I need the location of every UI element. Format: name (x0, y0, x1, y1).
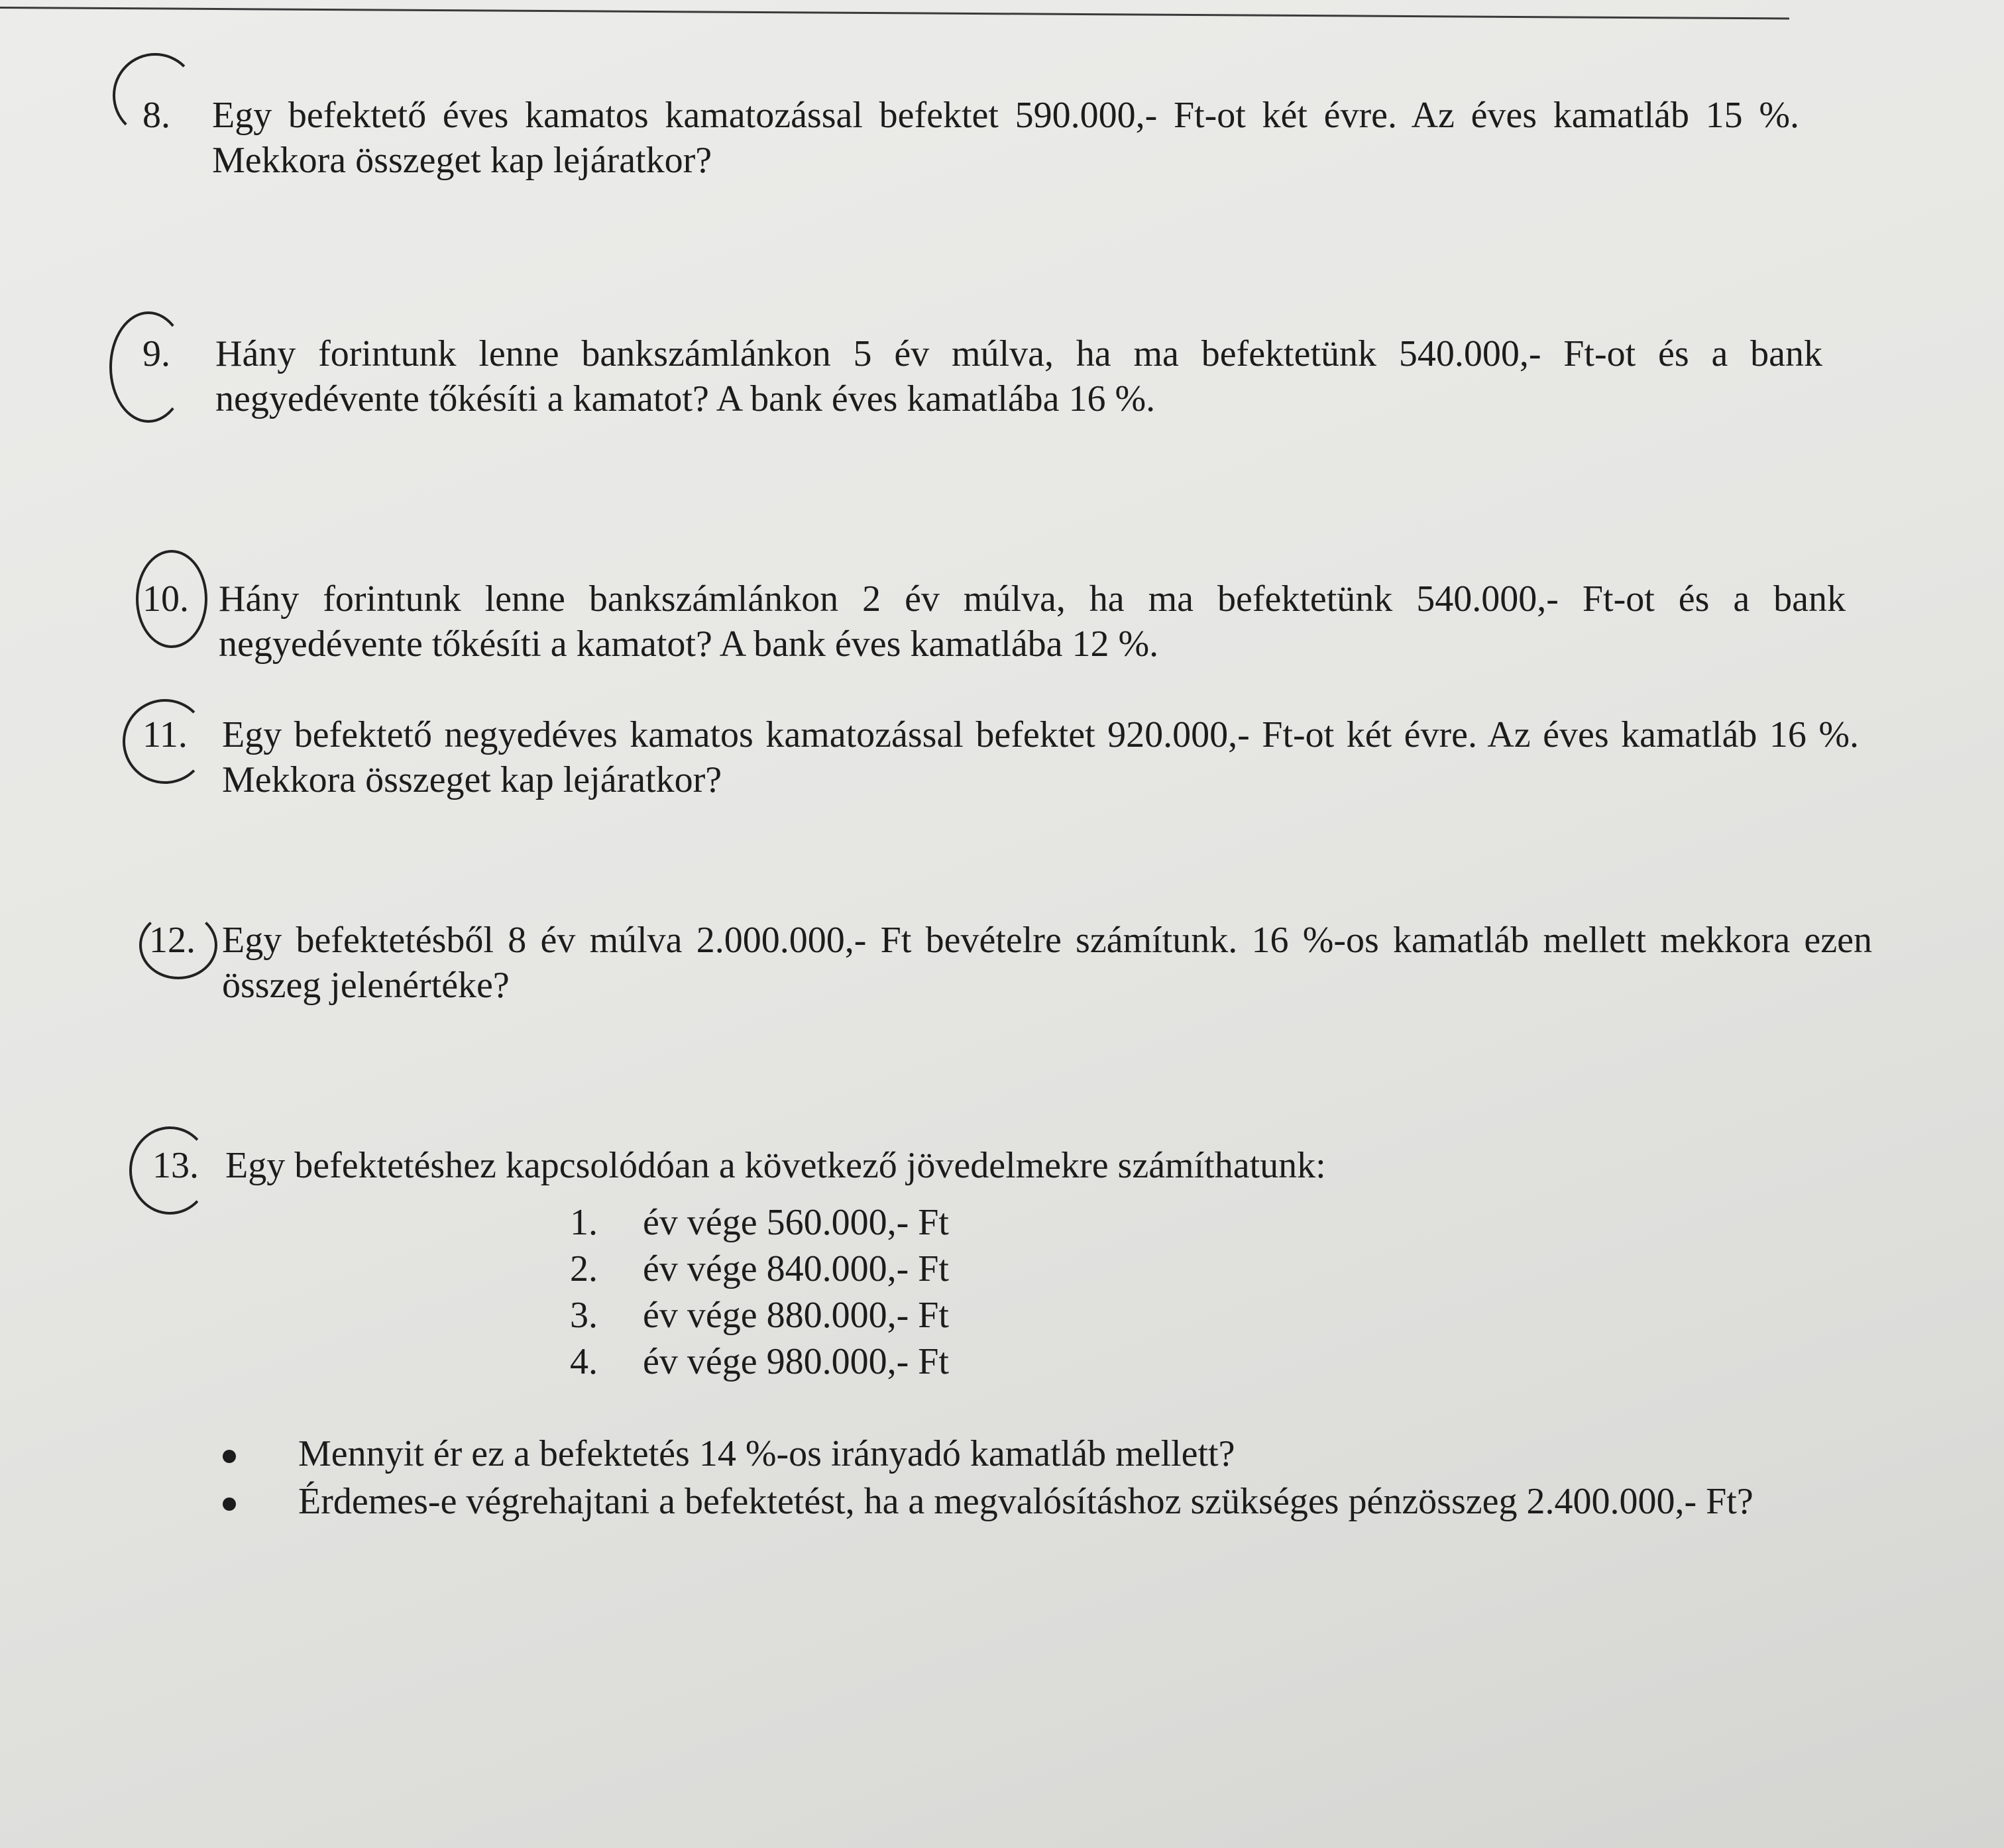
problem-number: 9. (142, 333, 170, 374)
list-item: 4. év vége 980.000,- Ft (570, 1341, 949, 1382)
problem-number: 11. (142, 714, 188, 755)
list-item: Érdemes-e végrehajtani a befektetést, ha a megvalósításhoz szükséges pénzösszeg 2.400.000,- Ft? (219, 1479, 1942, 1524)
list-item: 2. év vége 840.000,- Ft (570, 1248, 949, 1289)
problem-text: Hány forintunk lenne bankszámlánkon 5 év múlva, ha ma befektetünk 540.000,- Ft-ot és a bank negyedévente tőkésíti a kamatot? A bank éves kamatlába 16 %. (215, 333, 1822, 419)
problem-text: Egy befektetésből 8 év múlva 2.000.000,- Ft bevételre számítunk. 16 %-os kamatláb mellett mekkora ezen összeg jelenértéke? (222, 920, 1872, 1006)
problem-number: 13. (152, 1145, 199, 1186)
problem-11 (142, 712, 1859, 802)
problem-8 (142, 93, 1799, 183)
bullet-icon (223, 1497, 236, 1511)
list-item: 3. év vége 880.000,- Ft (570, 1295, 949, 1336)
question-list (219, 1431, 1942, 1527)
problem-text: Egy befektető éves kamatos kamatozással befektet 590.000,- Ft-ot két évre. Az éves kamatláb 15 %. Mekkora összeget kap lejáratkor? (212, 95, 1799, 181)
problem-10 (142, 576, 1846, 667)
problem-13 (152, 1143, 1809, 1188)
top-rule (0, 7, 1789, 19)
problem-number: 10. (142, 578, 189, 620)
problem-number: 8. (142, 95, 170, 136)
bullet-icon (223, 1450, 236, 1463)
problem-12 (149, 918, 1872, 1008)
problem-text: Egy befektető negyedéves kamatos kamatozással befektet 920.000,- Ft-ot két évre. Az éves kamatláb 16 %. Mekkora összeget kap lejáratkor? (222, 714, 1859, 800)
problem-9 (142, 331, 1822, 421)
list-item: 1. év vége 560.000,- Ft (570, 1202, 949, 1243)
problem-text: Hány forintunk lenne bankszámlánkon 2 év múlva, ha ma befektetünk 540.000,- Ft-ot és a bank negyedévente tőkésíti a kamatot? A bank éves kamatlába 12 %. (219, 578, 1846, 665)
problem-number: 12. (149, 920, 195, 961)
problem-text: Egy befektetéshez kapcsolódóan a következő jövedelmekre számíthatunk: (225, 1145, 1326, 1186)
list-item: Mennyit ér ez a befektetés 14 %-os irányadó kamatláb mellett? (219, 1431, 1942, 1476)
income-list (570, 1199, 949, 1385)
